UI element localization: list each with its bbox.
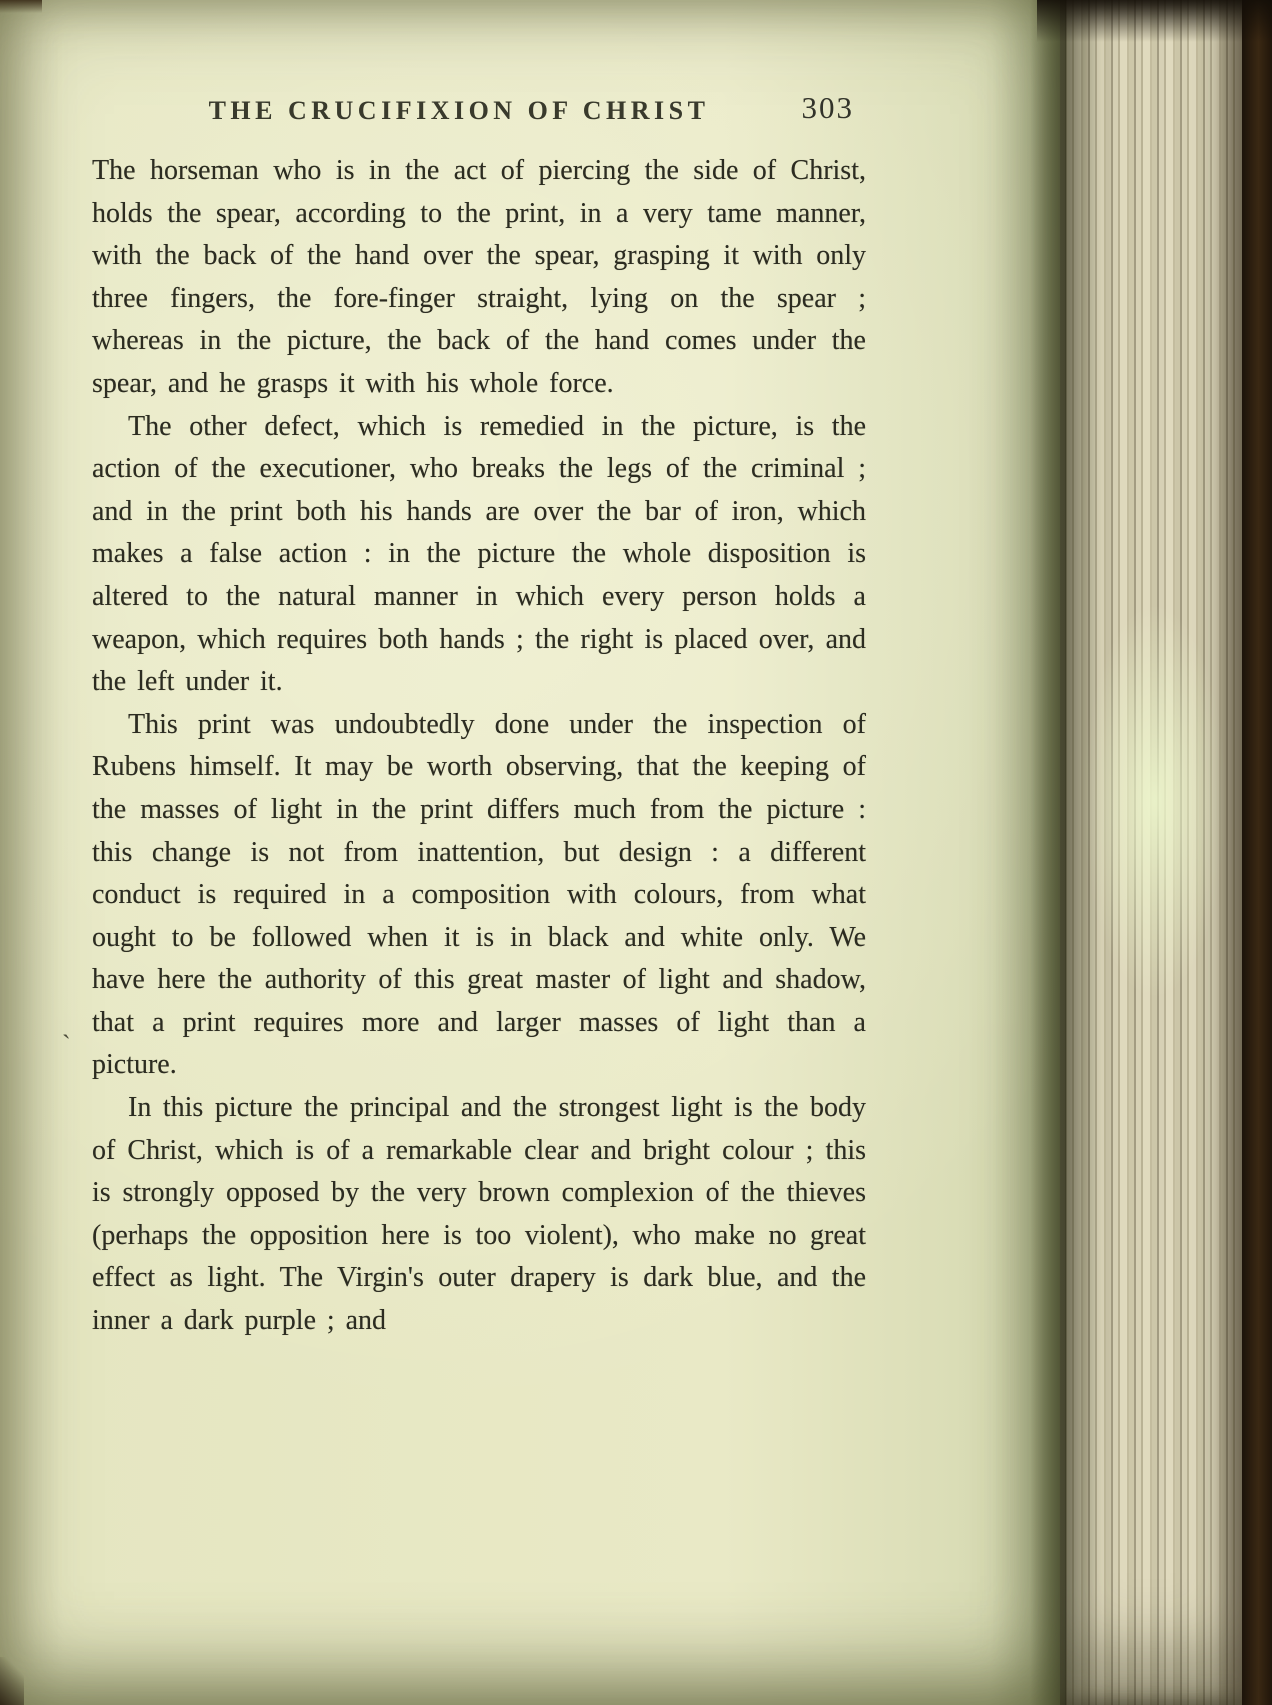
paragraph-1: The horseman who is in the act of piercing the side of Christ, holds the spear, according to the print, in a very tame manner, with the back of the hand over the spear, grasping it with only three fingers, the fore-finger straight, lying on the spear ; whereas in the picture, the back of the hand comes under the spear, and he grasps it with his whole force. <box>92 155 866 399</box>
shadow-corner-bottom-left <box>0 1657 24 1705</box>
shadow-corner-top-left <box>0 0 42 13</box>
shadow-corner-top-right <box>1037 0 1272 42</box>
paragraph-3: This print was undoubtedly done under the inspection of Rubens himself. It may be worth observing, that the keeping of the masses of light in the print differs much from the picture : this change is not from inattention, but design : a different conduct is required in a composition with colours, from what ought to be followed when it is in black and white only. We have here the authority of this great master of light and shadow, that a print requires more and larger masses of light than a picture. <box>92 708 866 1081</box>
paragraph-4: In this picture the principal and the strongest light is the body of Christ, which is of a remarkable clear and bright colour ; this is strongly opposed by the very brown complexion of the thieves (perhaps the opposition here is too violent), who make no great effect as light. The Virgin's outer drapery is dark blue, and the inner a dark purple ; and <box>92 1092 866 1337</box>
page-number: 303 <box>801 90 854 125</box>
paragraph-2: The other defect, which is remedied in the picture, is the action of the executioner, who breaks the legs of the criminal ; and in the print both his hands are over the bar of iron, which makes a false action : in the picture the whole disposition is altered to the natural manner in which every person holds a weapon, which requires both hands ; the right is placed over, and the left under it. <box>92 410 866 698</box>
page-header <box>92 90 866 140</box>
page-body-text <box>92 150 866 1343</box>
marginal-mark: ` <box>62 1030 71 1059</box>
running-title: THE CRUCIFIXION OF CHRIST <box>208 96 710 125</box>
book-cover-edge <box>1242 0 1272 1705</box>
page-curl-shadow <box>1030 0 1066 1705</box>
book-fore-edge-pages <box>1060 0 1242 1705</box>
